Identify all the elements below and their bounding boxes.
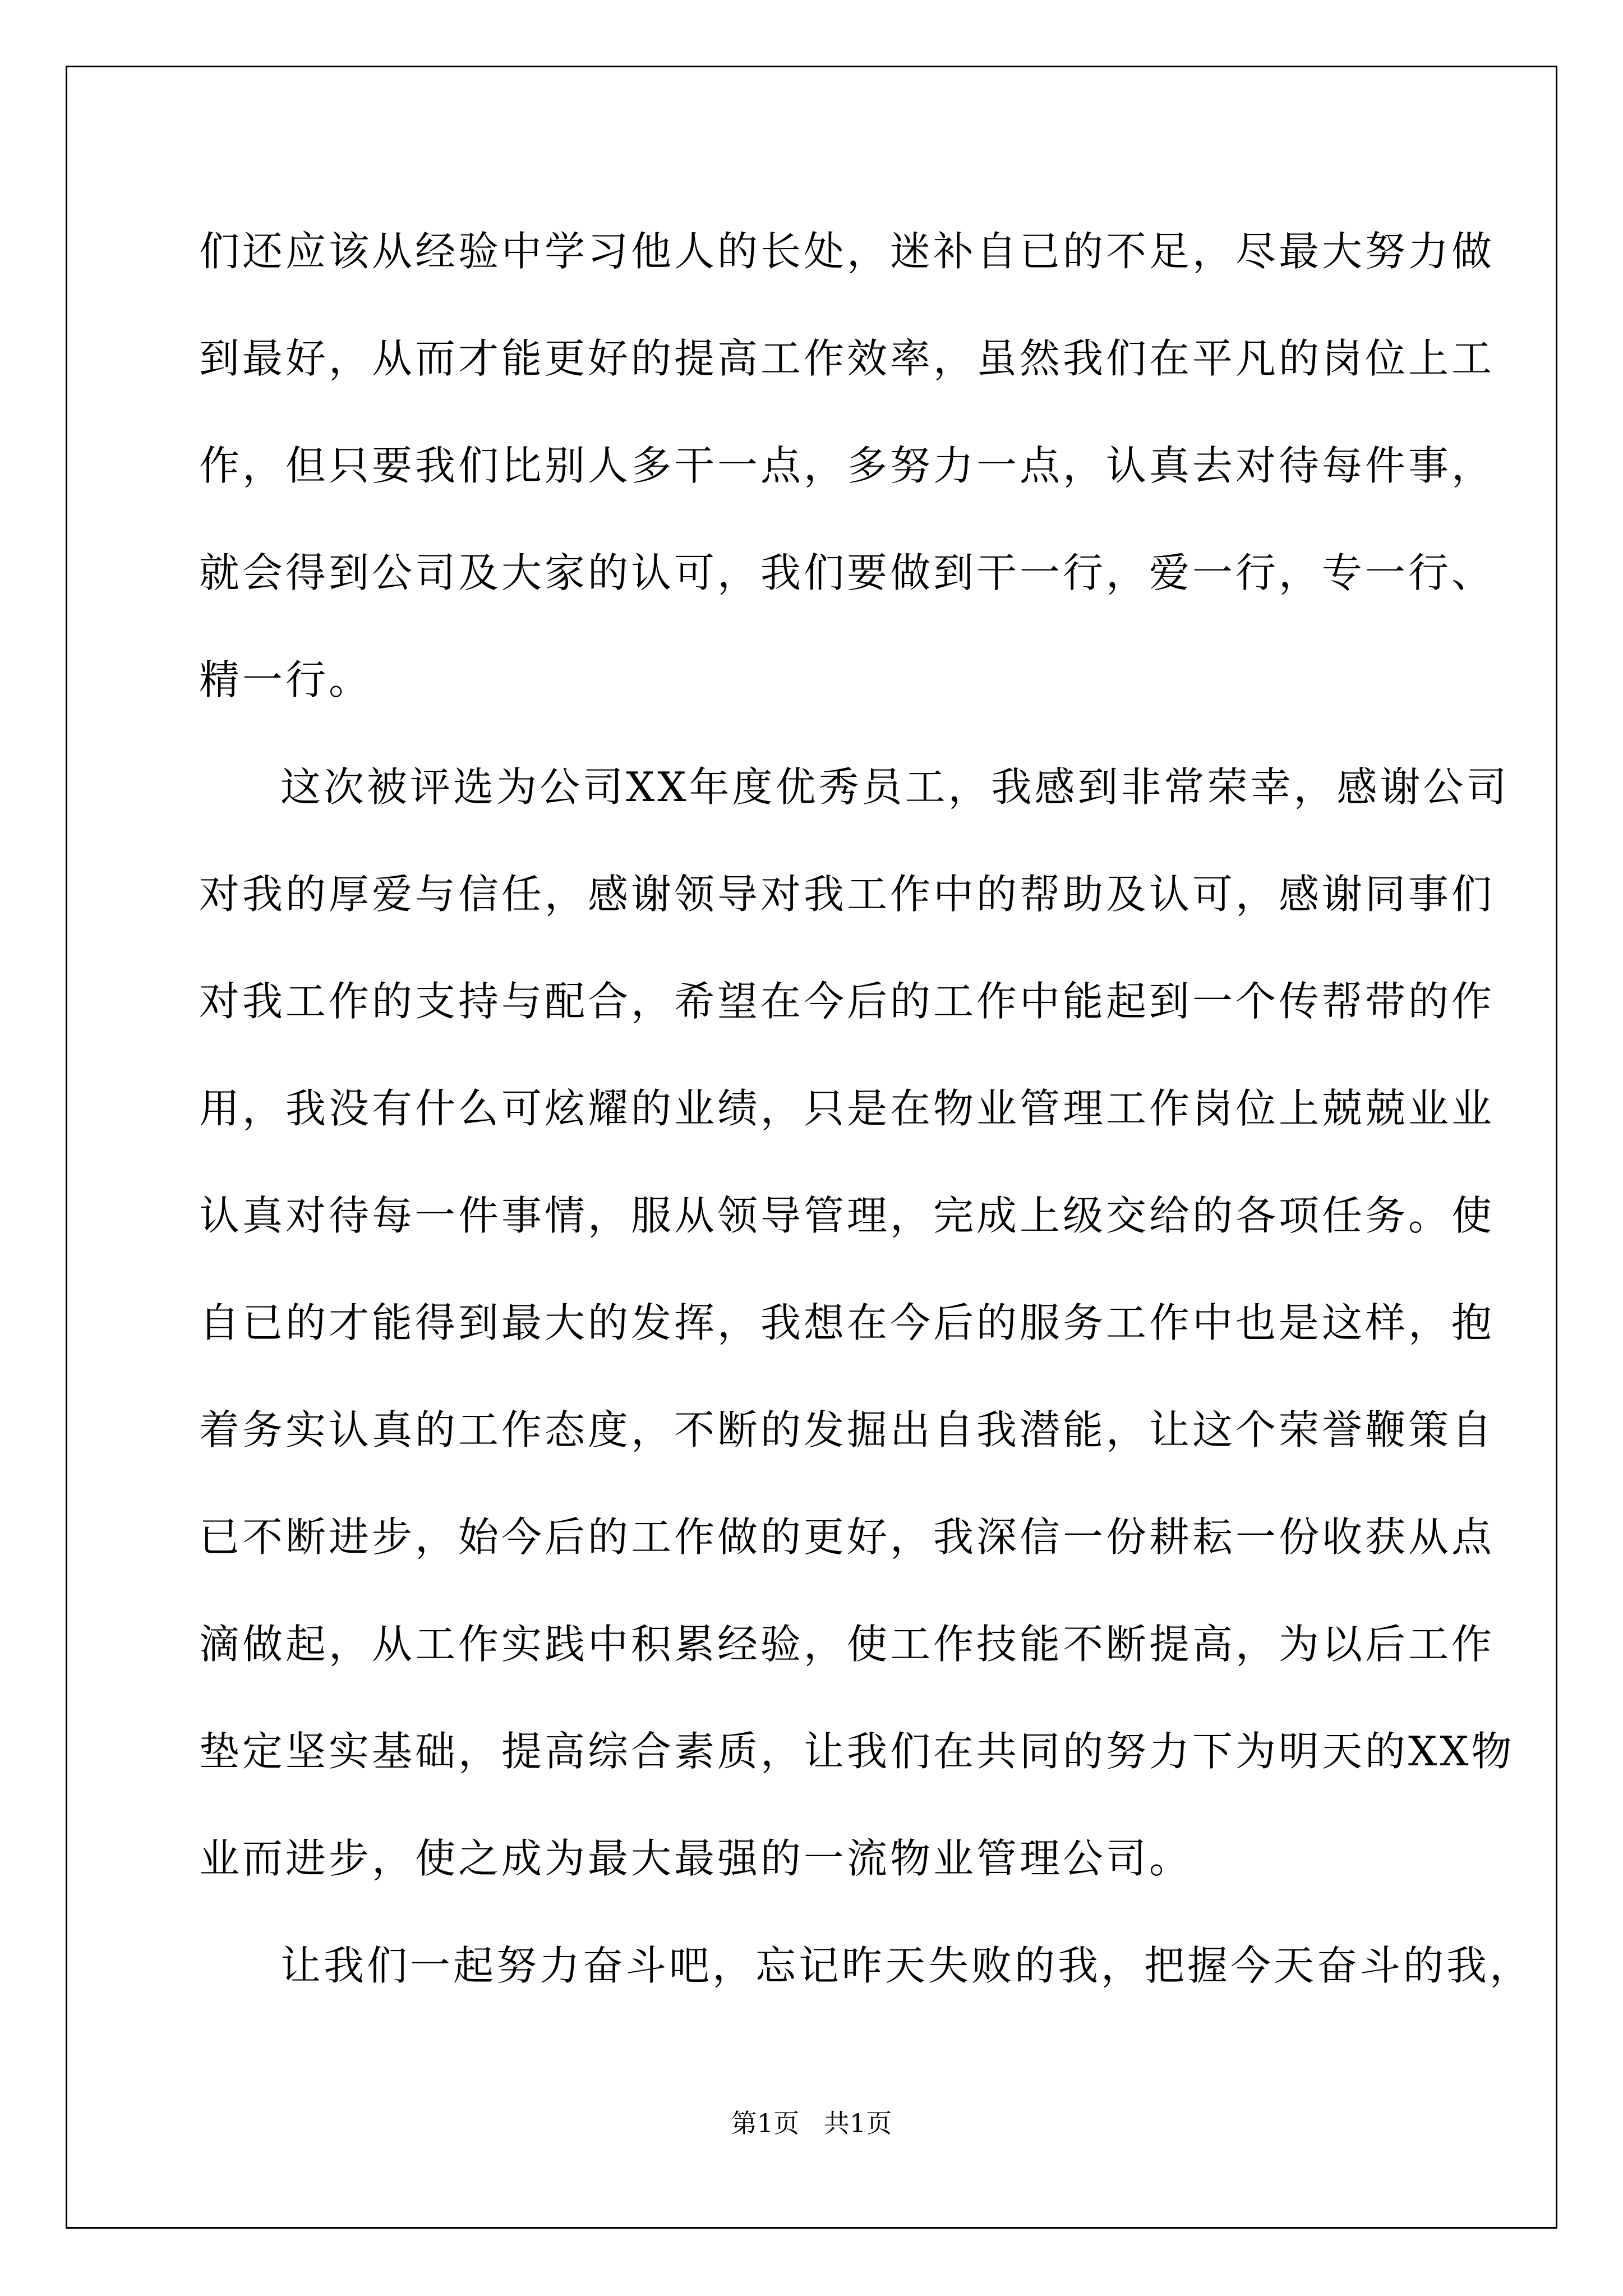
text-line: 已不断进步，始今后的工作做的更好，我深信一份耕耘一份收获从点 bbox=[199, 1513, 1495, 1561]
text-line: 自已的才能得到最大的发挥，我想在今后的服务工作中也是这样，抱 bbox=[199, 1299, 1495, 1346]
text-line: 作，但只要我们比别人多干一点，多努力一点，认真去对待每件事， bbox=[199, 442, 1495, 489]
text-line: 用，我没有什么可炫耀的业绩，只是在物业管理工作岗位上兢兢业业 bbox=[199, 1085, 1495, 1132]
text-line: 精一行。 bbox=[199, 656, 372, 703]
text-line: 业而进步，使之成为最大最强的一流物业管理公司。 bbox=[199, 1835, 1193, 1882]
text-line: 就会得到公司及大家的认可，我们要做到干一行，爱一行，专一行、 bbox=[199, 549, 1495, 596]
text-line: 对我的厚爱与信任，感谢领导对我工作中的帮助及认可，感谢同事们 bbox=[199, 871, 1495, 918]
paragraph-first-line: 这次被评选为公司XX年度优秀员工，我感到非常荣幸，感谢公司 bbox=[280, 763, 1510, 811]
text-line: 垫定坚实基础，提高综合素质，让我们在共同的努力下为明天的XX物 bbox=[199, 1728, 1515, 1775]
text-line: 们还应该从经验中学习他人的长处，迷补自已的不足，尽最大努力做 bbox=[199, 228, 1495, 275]
text-line: 滴做起，从工作实践中积累经验，使工作技能不断提高，为以后工作 bbox=[199, 1621, 1495, 1668]
text-line: 着务实认真的工作态度，不断的发掘出自我潜能，让这个荣誉鞭策自 bbox=[199, 1406, 1495, 1453]
text-line: 对我工作的支持与配合，希望在今后的工作中能起到一个传帮带的作 bbox=[199, 978, 1495, 1025]
text-line: 认真对待每一件事情，服从领导管理，完成上级交给的各项任务。使 bbox=[199, 1192, 1495, 1239]
page-border bbox=[66, 66, 1557, 2229]
page-footer: 第1页 共1页 bbox=[731, 2108, 892, 2138]
paragraph-first-line: 让我们一起努力奋斗吧，忘记昨天失败的我，把握今天奋斗的我， bbox=[280, 1942, 1533, 1989]
text-line: 到最好，从而才能更好的提高工作效率，虽然我们在平凡的岗位上工 bbox=[199, 335, 1495, 382]
